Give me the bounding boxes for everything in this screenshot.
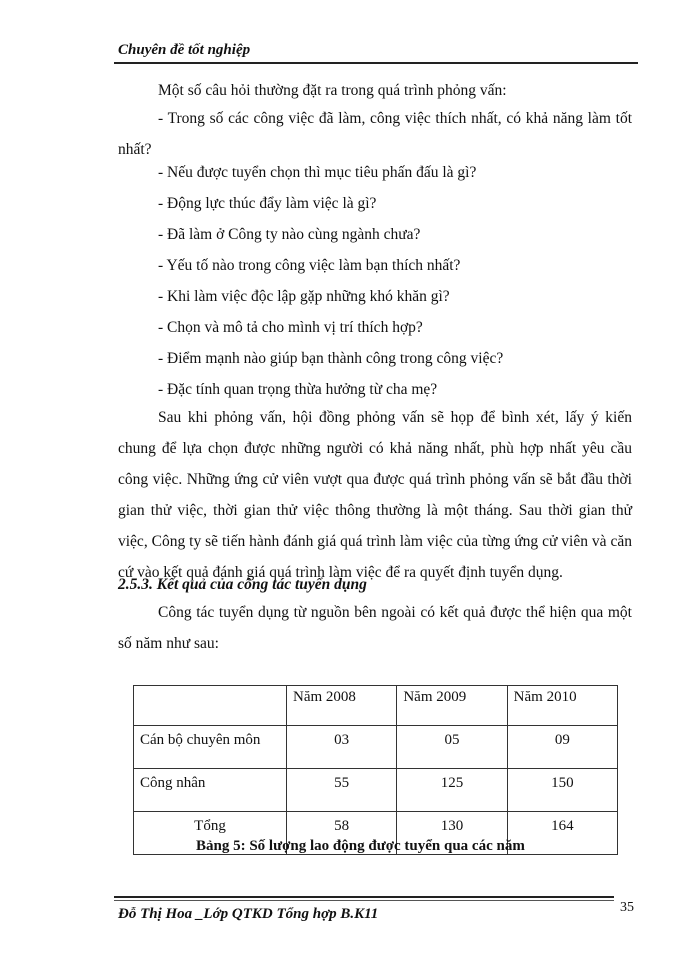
table-cell: 150 [507, 769, 617, 812]
table-cell: 164 [507, 812, 617, 855]
question-9: - Đặc tính quan trọng thừa hưởng từ cha mẹ? [158, 381, 438, 398]
question-7: - Chọn và mô tả cho mình vị trí thích hợp? [158, 319, 423, 336]
paragraph-after-interview: Sau khi phỏng vấn, hội đồng phỏng vấn sẽ họp để bình xét, lấy ý kiến chung để lựa chọn được những người có khả năng nhất, phù hợp nhất yêu cầu công việc. Những ứng cử viên vượt qua được quá trình phỏng vấn sẽ bắt đầu thời gian thử việc, thời gian thử việc thông thường là một tháng. Sau thời gian thử việc, Công ty sẽ tiến hành đánh giá quá trình làm việc của từng ứng cử viên và căn cứ vào kết quả đánh giá quá trình làm việc để ra quyết định tuyển dụng. [118, 409, 632, 581]
table-header-cell [134, 686, 287, 726]
table-header-cell: Năm 2010 [507, 686, 617, 726]
question-8: - Điểm mạnh nào giúp bạn thành công trong công việc? [158, 350, 504, 367]
table-header-row [134, 686, 618, 726]
section-title: 2.5.3. Kết quả của công tác tuyển dụng [118, 576, 367, 593]
table-row [134, 769, 618, 812]
recruitment-table [133, 685, 618, 855]
table-header-cell: Năm 2009 [397, 686, 507, 726]
question-6: - Khi làm việc độc lập gặp những khó khăn gì? [158, 288, 450, 305]
question-1: - Trong số các công việc đã làm, công việc thích nhất, có khả năng làm tốt nhất? [118, 110, 632, 158]
question-5: - Yếu tố nào trong công việc làm bạn thích nhất? [158, 257, 461, 274]
table-cell: 09 [507, 726, 617, 769]
table-cell: 03 [287, 726, 397, 769]
header-rule [114, 62, 638, 64]
table-caption: Bảng 5: Số lượng lao động được tuyển qua các năm [196, 838, 525, 854]
table-cell: 130 [397, 812, 507, 855]
footer-author: Đỗ Thị Hoa _Lớp QTKD Tổng hợp B.K11 [118, 906, 379, 922]
footer-rule-thin [114, 900, 614, 901]
row-label: Tổng [134, 812, 287, 855]
header-title: Chuyên đề tốt nghiệp [118, 42, 251, 58]
question-4: - Đã làm ở Công ty nào cùng ngành chưa? [158, 226, 421, 243]
table-cell: 58 [287, 812, 397, 855]
row-label: Cán bộ chuyên môn [134, 726, 287, 769]
footer-rule [114, 896, 614, 898]
table-cell: 05 [397, 726, 507, 769]
table-header-cell: Năm 2008 [287, 686, 397, 726]
question-3: - Động lực thúc đẩy làm việc là gì? [158, 195, 377, 212]
table-row [134, 726, 618, 769]
question-2: - Nếu được tuyển chọn thì mục tiêu phấn đấu là gì? [158, 164, 477, 181]
intro-text: Một số câu hỏi thường đặt ra trong quá trình phỏng vấn: [158, 82, 507, 99]
section-text: Công tác tuyển dụng từ nguồn bên ngoài có kết quả được thể hiện qua một số năm như sau: [118, 604, 632, 652]
row-label: Công nhân [134, 769, 287, 812]
table-cell: 55 [287, 769, 397, 812]
page-number: 35 [620, 900, 634, 915]
table-cell: 125 [397, 769, 507, 812]
